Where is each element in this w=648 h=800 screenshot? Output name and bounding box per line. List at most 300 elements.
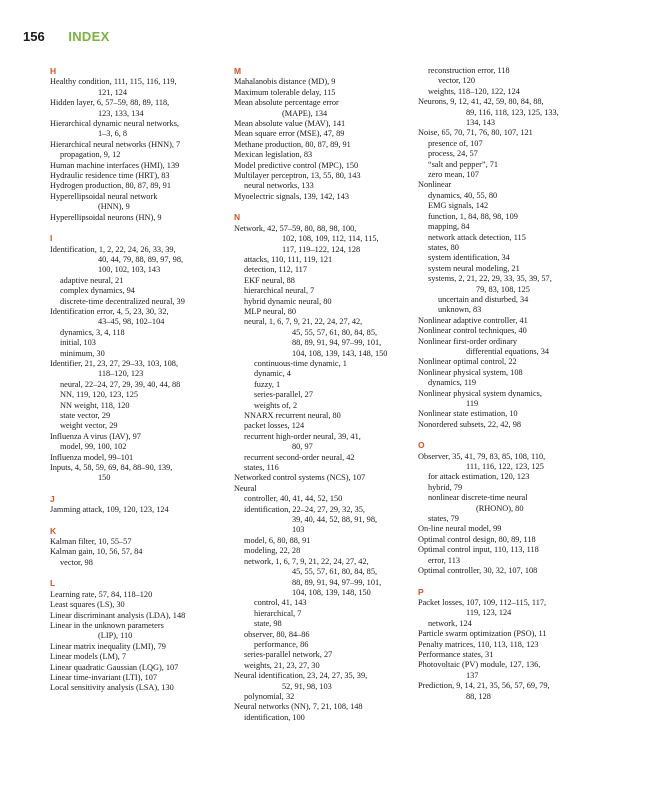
entry-text: Performance states, 31 — [418, 649, 494, 659]
entry-text: Mean absolute percentage error — [234, 98, 339, 108]
index-entry — [234, 484, 434, 494]
entry-text: Optimal controller, 30, 32, 107, 108 — [418, 566, 538, 576]
entry-text: MLP neural, 80 — [244, 306, 297, 316]
section-letter: O — [418, 440, 425, 451]
entry-continuation: 118–120, 123 — [98, 369, 144, 379]
index-subentry — [418, 149, 618, 159]
entry-text: Inputs, 4, 58, 59, 69, 84, 88–90, 139, — [50, 463, 173, 473]
entry-text: continuous-time dynamic, 1 — [254, 358, 347, 368]
index-column-3 — [418, 66, 618, 702]
entry-text: Nonlinear adaptive controller, 41 — [418, 315, 528, 325]
entry-continuation: 45, 55, 57, 61, 80, 84, 85, — [292, 327, 378, 337]
entry-text: system identification, 34 — [428, 253, 510, 263]
entry-text: Kalman gain, 10, 56, 57, 84 — [50, 547, 143, 557]
entry-text: network attack detection, 115 — [428, 232, 526, 242]
entry-text: dynamics, 3, 4, 118 — [60, 327, 125, 337]
index-subentry — [234, 432, 434, 453]
index-subentry — [234, 536, 434, 546]
index-subentry — [234, 630, 434, 640]
index-entry — [50, 77, 250, 98]
index-entry — [418, 640, 618, 650]
entry-text: uncertain and disturbed, 34 — [438, 294, 529, 304]
index-subentry — [234, 546, 434, 556]
index-entry — [50, 673, 250, 683]
entry-text: dynamic, 4 — [254, 369, 291, 379]
index-subentry — [418, 619, 618, 629]
index-subentry — [50, 558, 250, 568]
index-subentry — [50, 328, 250, 338]
entry-text: for attack estimation, 120, 123 — [428, 472, 530, 482]
entry-text: identification, 100 — [244, 712, 305, 722]
index-entry — [418, 524, 618, 534]
index-entry — [50, 192, 250, 213]
entry-text: “salt and pepper”, 71 — [428, 159, 499, 169]
entry-text: discrete-time decentralized neural, 39 — [60, 296, 185, 306]
entry-text: Linear in the unknown parameters — [50, 620, 164, 630]
index-section — [50, 233, 250, 484]
index-section — [418, 440, 618, 576]
index-subentry — [50, 338, 250, 348]
entry-text: model, 6, 80, 88, 91 — [244, 535, 311, 545]
index-subentry — [234, 609, 434, 619]
entry-continuation: 45, 55, 57, 61, 80, 84, 85, — [292, 567, 378, 577]
index-subentry — [234, 650, 434, 660]
index-entry — [234, 77, 434, 87]
index-entry — [234, 224, 434, 255]
index-entry — [50, 505, 250, 515]
entry-continuation: (MAPE), 134 — [282, 108, 328, 118]
index-subentry — [418, 295, 618, 305]
index-subentry — [418, 472, 618, 482]
entry-text: Kalman filter, 10, 55–57 — [50, 537, 132, 547]
entry-text: neural, 1, 6, 7, 9, 21, 22, 24, 27, 42, — [244, 317, 363, 327]
entry-text: states, 79 — [428, 514, 459, 524]
entry-text: Mexican legislation, 83 — [234, 150, 313, 160]
entry-continuation: 150 — [98, 473, 111, 483]
entry-text: weights, 118–120, 122, 124 — [428, 86, 520, 96]
entry-text: polynomial, 32 — [244, 691, 295, 701]
index-subentry — [234, 286, 434, 296]
entry-text: neural networks, 133 — [244, 181, 314, 191]
index-subentry — [234, 421, 434, 431]
entry-text: weight vector, 29 — [60, 421, 118, 431]
index-subentry — [50, 411, 250, 421]
index-entry — [234, 171, 434, 181]
index-section — [418, 66, 618, 430]
index-entry — [418, 660, 618, 681]
entry-text: EMG signals, 142 — [428, 201, 489, 211]
index-subentry — [234, 390, 434, 400]
index-entry — [50, 463, 250, 484]
entry-text: Linear matrix inequality (LMI), 79 — [50, 641, 166, 651]
entry-text: Particle swarm optimization (PSO), 11 — [418, 629, 547, 639]
entry-text: Nonlinear first-order ordinary — [418, 336, 518, 346]
entry-text: presence of, 107 — [428, 138, 483, 148]
index-entry — [418, 452, 618, 473]
entry-text: nonlinear discrete-time neural — [428, 493, 528, 503]
entry-continuation: 88, 128 — [466, 691, 491, 701]
index-entry — [418, 409, 618, 419]
index-entry — [234, 150, 434, 160]
entry-text: adaptive neural, 21 — [60, 275, 124, 285]
entry-text: series-parallel, 27 — [254, 390, 313, 400]
index-subentry — [50, 276, 250, 286]
index-entry — [50, 663, 250, 673]
index-entry — [50, 642, 250, 652]
index-entry — [418, 316, 618, 326]
entry-continuation: 39, 40, 44, 52, 88, 91, 98, — [292, 515, 378, 525]
index-subentry — [418, 483, 618, 493]
index-entry — [50, 621, 250, 642]
index-subentry — [418, 556, 618, 566]
entry-text: Identifier, 21, 23, 27, 29–33, 103, 108, — [50, 358, 179, 368]
entry-continuation: 79, 83, 108, 125 — [476, 284, 530, 294]
entry-continuation: 119 — [466, 399, 479, 408]
entry-text: Linear discriminant analysis (LDA), 148 — [50, 610, 186, 620]
index-entry — [234, 161, 434, 171]
index-subentry — [50, 349, 250, 359]
entry-text: identification, 22–24, 27, 29, 32, 35, — [244, 504, 365, 514]
index-entry — [50, 453, 250, 463]
page-title: INDEX — [68, 29, 110, 44]
entry-text: controller, 40, 41, 44, 52, 150 — [244, 494, 343, 504]
index-subentry — [50, 442, 250, 452]
index-subentry — [50, 380, 250, 390]
index-section — [50, 494, 250, 516]
index-section — [234, 66, 434, 202]
entry-text: Photovoltaic (PV) module, 127, 136, — [418, 660, 541, 670]
index-entry — [418, 97, 618, 128]
index-entry — [234, 140, 434, 150]
index-subentry — [418, 222, 618, 232]
entry-continuation: 40, 44, 79, 88, 89, 97, 98, — [98, 254, 184, 264]
index-entry — [234, 192, 434, 202]
entry-continuation: 1–3, 6, 8 — [98, 129, 128, 139]
entry-text: Hydraulic residence time (HRT), 83 — [50, 171, 170, 181]
section-letter: M — [234, 66, 242, 76]
index-subentry — [418, 201, 618, 211]
entry-continuation: 52, 91, 98, 103 — [282, 681, 332, 691]
index-subentry — [234, 713, 434, 723]
entry-continuation: 43–45, 98, 102–104 — [98, 317, 165, 327]
index-subentry — [50, 286, 250, 296]
entry-text: Hierarchical dynamic neural networks, — [50, 119, 180, 129]
entry-continuation: 137 — [466, 670, 479, 680]
index-entry — [418, 337, 618, 358]
index-subentry — [418, 160, 618, 170]
index-subentry — [234, 661, 434, 671]
index-entry — [50, 600, 250, 610]
entry-text: Multilayer perceptron, 13, 55, 80, 143 — [234, 171, 361, 181]
index-subentry — [418, 76, 618, 86]
entry-text: system neural modeling, 21 — [428, 263, 520, 273]
entry-continuation: 104, 108, 139, 143, 148, 150 — [292, 348, 388, 358]
section-letter: H — [50, 66, 57, 76]
entry-text: Mean square error (MSE), 47, 89 — [234, 129, 345, 139]
index-section — [50, 578, 250, 693]
entry-text: network, 124 — [428, 618, 472, 628]
index-entry — [418, 535, 618, 545]
entry-text: Learning rate, 57, 84, 118–120 — [50, 589, 153, 599]
entry-text: complex dynamics, 94 — [60, 286, 135, 296]
entry-continuation: (LIP), 110 — [98, 631, 133, 641]
index-subentry — [234, 276, 434, 286]
entry-text: zero mean, 107 — [428, 170, 479, 180]
entry-text: Nonlinear physical system, 108 — [418, 367, 523, 377]
index-entry — [50, 432, 250, 442]
entry-text: Packet losses, 107, 109, 112–115, 117, — [418, 597, 547, 607]
index-entry — [418, 389, 618, 410]
entry-text: modeling, 22, 28 — [244, 546, 301, 556]
index-subentry — [234, 505, 434, 536]
entry-text: detection, 112, 117 — [244, 265, 307, 275]
entry-text: NN, 119, 120, 123, 125 — [60, 390, 139, 400]
index-column-2 — [234, 66, 434, 723]
entry-text: Nonordered subsets, 22, 42, 98 — [418, 419, 522, 429]
index-entry — [234, 98, 434, 119]
entry-continuation: 80, 97 — [292, 442, 313, 452]
entry-continuation: (RHONO), 80 — [476, 503, 524, 513]
index-subentry — [234, 297, 434, 307]
entry-text: initial, 103 — [60, 338, 96, 348]
index-entry — [418, 357, 618, 367]
index-subentry — [234, 640, 434, 650]
entry-text: unknown, 83 — [438, 305, 482, 315]
entry-text: network, 1, 6, 7, 9, 21, 22, 24, 27, 42, — [244, 556, 369, 566]
index-entry — [418, 180, 618, 190]
index-subentry — [234, 411, 434, 421]
index-entry — [50, 140, 250, 150]
index-subentry — [50, 390, 250, 400]
entry-text: Local sensitivity analysis (LSA), 130 — [50, 683, 174, 693]
index-entry — [50, 181, 250, 191]
index-subentry — [234, 255, 434, 265]
entry-text: Hyperellipsoidal neurons (HN), 9 — [50, 212, 162, 222]
entry-text: Network, 42, 57–59, 80, 88, 98, 100, — [234, 223, 357, 233]
entry-text: Nonlinear physical system dynamics, — [418, 388, 542, 398]
entry-continuation: 89, 116, 118, 123, 125, 133, — [466, 107, 559, 117]
entry-text: Networked control systems (NCS), 107 — [234, 473, 366, 483]
index-subentry — [418, 378, 618, 388]
index-subentry — [50, 150, 250, 160]
index-section — [50, 66, 250, 223]
section-letter: I — [50, 233, 53, 244]
entry-text: performance, 86 — [254, 639, 309, 649]
entry-text: Influenza A virus (IAV), 97 — [50, 431, 141, 441]
entry-text: Neural networks (NN), 7, 21, 108, 148 — [234, 702, 363, 712]
entry-text: On-line neural model, 99 — [418, 524, 502, 534]
entry-text: Optimal control design, 80, 89, 118 — [418, 534, 536, 544]
entry-text: Jamming attack, 109, 120, 123, 124 — [50, 505, 169, 515]
entry-text: vector, 120 — [438, 76, 475, 86]
index-subentry — [418, 243, 618, 253]
index-subentry — [234, 265, 434, 275]
entry-continuation: 88, 89, 91, 94, 97–99, 101, — [292, 338, 382, 348]
index-entry — [50, 119, 250, 140]
index-entry — [50, 307, 250, 328]
index-section — [234, 212, 434, 723]
section-letter: L — [50, 578, 56, 589]
entry-continuation: 88, 89, 91, 94, 97–99, 101, — [292, 577, 382, 587]
entry-text: dynamics, 119 — [428, 378, 477, 388]
entry-text: attacks, 110, 111, 119, 121 — [244, 254, 333, 264]
index-subentry — [50, 401, 250, 411]
index-subentry — [418, 514, 618, 524]
index-entry — [418, 545, 618, 555]
entry-continuation: 119, 123, 124 — [466, 608, 512, 618]
entry-text: Hierarchical neural networks (HNN), 7 — [50, 139, 181, 149]
entry-text: NNARX recurrent neural, 80 — [244, 411, 341, 420]
index-subentry — [418, 305, 618, 315]
entry-text: Least squares (LS), 30 — [50, 600, 125, 610]
entry-text: states, 116 — [244, 463, 279, 473]
index-entry — [50, 98, 250, 119]
index-subentry — [418, 253, 618, 263]
entry-text: Neurons, 9, 12, 41, 42, 59, 80, 84, 88, — [418, 97, 544, 107]
index-subentry — [418, 264, 618, 274]
entry-text: vector, 98 — [60, 557, 93, 567]
index-subentry — [234, 401, 434, 411]
entry-text: Myoelectric signals, 139, 142, 143 — [234, 191, 349, 201]
index-entry — [234, 671, 434, 692]
entry-text: neural, 22–24, 27, 29, 39, 40, 44, 88 — [60, 379, 181, 389]
index-subentry — [418, 212, 618, 222]
entry-text: series-parallel network, 27 — [244, 650, 333, 660]
entry-text: Model predictive control (MPC), 150 — [234, 160, 359, 170]
entry-continuation: (HNN), 9 — [98, 202, 130, 212]
index-entry — [418, 326, 618, 336]
entry-text: Hydrogen production, 80, 87, 89, 91 — [50, 181, 171, 191]
index-entry — [50, 683, 250, 693]
index-subentry — [418, 191, 618, 201]
entry-text: Maximum tolerable delay, 115 — [234, 87, 336, 97]
entry-text: Linear time-invariant (LTI), 107 — [50, 672, 158, 682]
index-entry — [418, 681, 618, 702]
index-entry — [50, 590, 250, 600]
index-entry — [50, 171, 250, 181]
entry-continuation: 103 — [292, 525, 305, 535]
index-column-1 — [50, 66, 250, 694]
entry-text: weights, 21, 23, 27, 30 — [244, 660, 320, 670]
entry-text: Observer, 35, 41, 79, 83, 85, 108, 110, — [418, 451, 546, 461]
index-entry — [50, 161, 250, 171]
entry-text: packet losses, 124 — [244, 421, 305, 431]
index-subentry — [234, 181, 434, 191]
index-entry — [418, 629, 618, 639]
entry-text: reconstruction error, 118 — [428, 66, 510, 75]
entry-text: Neural — [234, 483, 257, 493]
index-entry — [50, 611, 250, 621]
index-subentry — [418, 493, 618, 514]
entry-text: recurrent high-order neural, 39, 41, — [244, 431, 361, 441]
index-subentry — [234, 619, 434, 629]
entry-text: Mahalanobis distance (MD), 9 — [234, 77, 336, 87]
index-subentry — [418, 274, 618, 295]
index-subentry — [234, 307, 434, 317]
index-entry — [50, 547, 250, 557]
entry-text: Neural identification, 23, 24, 27, 35, 39, — [234, 671, 368, 681]
entry-text: fuzzy, 1 — [254, 379, 281, 389]
index-subentry — [234, 359, 434, 369]
entry-text: Nonlinear state estimation, 10 — [418, 409, 518, 419]
entry-text: weights of, 2 — [254, 400, 298, 410]
entry-text: process, 24, 57 — [428, 149, 478, 159]
entry-text: Linear quadratic Gaussian (LQG), 107 — [50, 662, 179, 672]
index-entry — [50, 537, 250, 547]
index-subentry — [234, 453, 434, 463]
entry-text: Nonlinear control techniques, 40 — [418, 326, 527, 336]
entry-continuation: 102, 108, 109, 112, 114, 115, — [282, 234, 379, 244]
entry-text: state, 98 — [254, 619, 282, 629]
index-entry — [234, 473, 434, 483]
index-entry — [418, 368, 618, 378]
entry-text: observer, 80, 84–86 — [244, 629, 310, 639]
entry-text: Nonlinear optimal control, 22 — [418, 357, 517, 367]
index-subentry — [234, 380, 434, 390]
index-entry — [418, 598, 618, 619]
index-entry — [418, 420, 618, 430]
index-subentry — [418, 139, 618, 149]
entry-continuation: 117, 119–122, 124, 128 — [282, 244, 361, 254]
entry-text: Hyperellipsoidal neural network — [50, 191, 158, 201]
entry-text: Linear models (LM), 7 — [50, 652, 127, 662]
index-entry — [234, 88, 434, 98]
index-entry — [234, 119, 434, 129]
entry-text: hierarchical, 7 — [254, 608, 302, 618]
index-entry — [50, 245, 250, 276]
entry-text: Hidden layer, 6, 57–59, 88, 89, 118, — [50, 98, 170, 108]
index-entry — [50, 213, 250, 223]
entry-text: propagation, 9, 12 — [60, 150, 121, 160]
entry-continuation: 123, 133, 134 — [98, 108, 144, 118]
index-subentry — [50, 421, 250, 431]
entry-text: Nonlinear — [418, 180, 452, 190]
section-letter: N — [234, 212, 241, 223]
entry-text: function, 1, 84, 88, 98, 109 — [428, 211, 518, 221]
page-number: 156 — [23, 29, 45, 44]
entry-text: Optimal control input, 110, 113, 118 — [418, 545, 539, 555]
entry-text: hybrid dynamic neural, 80 — [244, 296, 332, 306]
entry-text: model, 99, 100, 102 — [60, 442, 127, 452]
index-section — [50, 526, 250, 569]
index-entry — [418, 650, 618, 660]
entry-text: hierarchical neural, 7 — [244, 286, 315, 296]
index-subentry — [50, 297, 250, 307]
index-subentry — [418, 170, 618, 180]
entry-continuation: 111, 116, 122, 123, 125 — [466, 462, 544, 472]
entry-continuation: differential equations, 34 — [466, 346, 550, 356]
index-subentry — [234, 598, 434, 608]
index-subentry — [234, 692, 434, 702]
entry-text: Influenza model, 99–101 — [50, 452, 134, 462]
index-entry — [418, 566, 618, 576]
entry-text: Identification, 1, 2, 22, 24, 26, 33, 39, — [50, 244, 176, 254]
entry-text: Identification error, 4, 5, 23, 30, 32, — [50, 306, 169, 316]
entry-text: Penalty matrices, 110, 113, 118, 123 — [418, 639, 539, 649]
entry-text: Mean absolute value (MAV), 141 — [234, 119, 346, 129]
index-subentry — [418, 233, 618, 243]
entry-text: recurrent second-order neural, 42 — [244, 452, 355, 462]
entry-text: systems, 2, 21, 22, 29, 33, 35, 39, 57, — [428, 274, 552, 284]
entry-text: state vector, 29 — [60, 411, 111, 420]
page-header — [23, 29, 110, 44]
entry-text: Healthy condition, 111, 115, 116, 119, — [50, 77, 177, 87]
entry-text: NN weight, 118, 120 — [60, 400, 130, 410]
entry-text: Prediction, 9, 14, 21, 35, 56, 57, 69, 79, — [418, 681, 550, 691]
entry-continuation: 104, 108, 139, 148, 150 — [292, 587, 371, 597]
entry-text: EKF neural, 88 — [244, 275, 295, 285]
section-letter: P — [418, 586, 424, 597]
